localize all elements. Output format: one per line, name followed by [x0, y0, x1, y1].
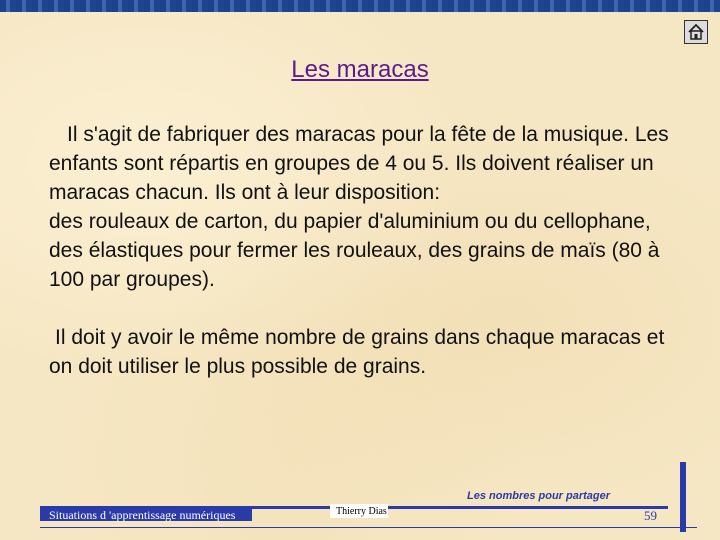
paragraph-materials: des rouleaux de carton, du papier d'aluminium ou du cellophane, des élastiques pour fermer les rouleaux, des grains de maïs (80 à 100 par groupes).	[49, 210, 660, 291]
home-button[interactable]	[684, 20, 708, 44]
slide-body	[49, 120, 689, 381]
footer-underline	[40, 527, 697, 528]
slide-title: Les maracas	[291, 56, 429, 83]
footer-author: Thierry Dias	[336, 506, 387, 517]
right-accent-bar	[680, 462, 686, 532]
paragraph-constraint: Il doit y avoir le même nombre de grains dans chaque maracas et on doit utiliser le plus possible de grains.	[49, 326, 665, 378]
page-number: 59	[644, 508, 657, 523]
footer-section-caption: Les nombres pour partager	[467, 490, 611, 502]
footer-course-title: Situations d 'apprentissage numériques	[49, 508, 236, 522]
top-border-decoration	[0, 0, 720, 12]
home-icon	[687, 23, 705, 41]
paragraph-intro: Il s'agit de fabriquer des maracas pour la fête de la musique. Les enfants sont répartis en groupes de 4 ou 5. Ils doivent réaliser un maracas chacun. Ils ont à leur disposition:	[49, 123, 669, 204]
